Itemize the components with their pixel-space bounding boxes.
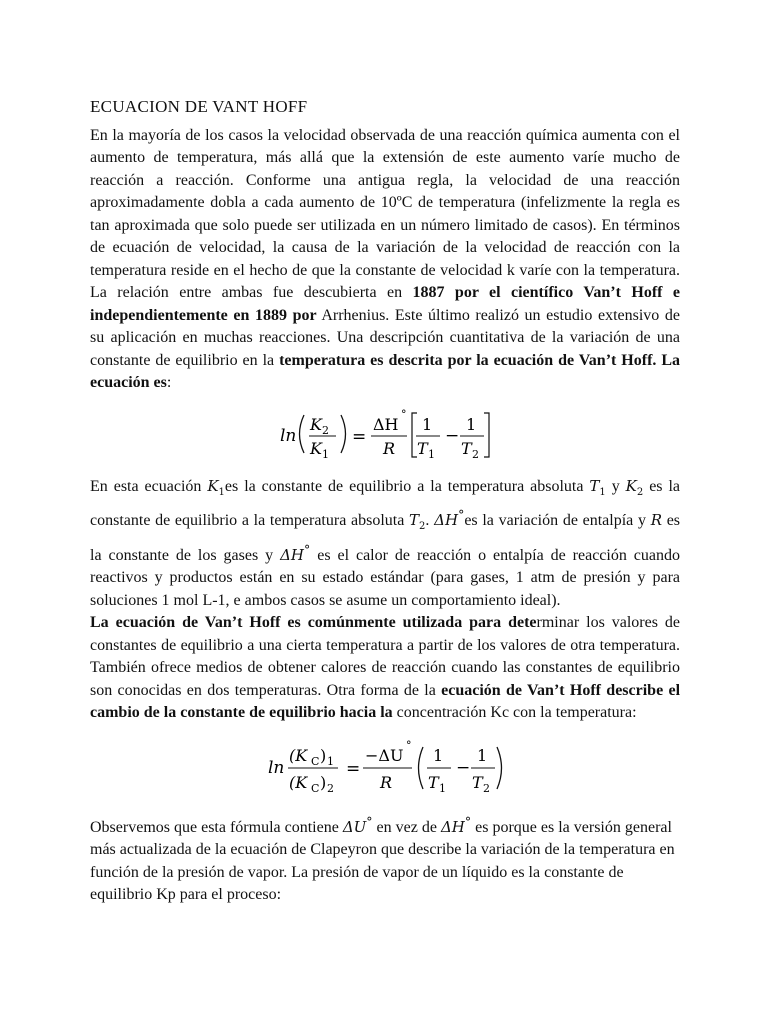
intro-text-d: : bbox=[166, 374, 172, 391]
intro-bold-b: temperatura es descrita por la ecuación de Van’t Hoff. La ecuación es bbox=[90, 351, 681, 391]
clap-du-symbol: ΔU bbox=[342, 817, 367, 836]
paragraph-clapeyron bbox=[90, 811, 680, 907]
eq2-kc-den: (K bbox=[289, 772, 308, 792]
clap-dh-symbol: ΔH bbox=[440, 817, 465, 836]
eq2-paren-right bbox=[497, 747, 502, 789]
clap-text-b: en vez de bbox=[372, 818, 441, 836]
paragraph-intro bbox=[90, 125, 680, 395]
defs-r: R bbox=[650, 511, 662, 529]
defs-dh2-degree: ° bbox=[304, 541, 311, 557]
defs-t1-letter: T bbox=[589, 476, 600, 495]
eq2-paren-left bbox=[419, 747, 424, 789]
defs-t2 bbox=[409, 511, 426, 532]
eq2-kc-num: (K bbox=[289, 745, 308, 765]
kc-equation bbox=[90, 731, 680, 803]
eq1-t1: T bbox=[417, 438, 428, 458]
usage-bold-a: La ecuación de Van’t Hoff es comúnmente utilizada para dete bbox=[90, 614, 537, 631]
clap-text-c: es porque es la versión general más actualizada de la ecuación de Clapeyron que describe la variación de la temperatura en función de la presión de vapor. La presión de vapor de un líquido es la constante de equilibrio Kp para el proceso: bbox=[90, 818, 675, 903]
intro-text-c: Arrhenius. Este último realizó un estudio extensivo de su aplicación en muchas reacciones. Una descripción cuantitativa de la variación de una constante de equilibrio en la bbox=[90, 306, 681, 369]
clap-du-degree: ° bbox=[366, 813, 373, 829]
eq1-one-a: 1 bbox=[422, 414, 433, 434]
defs-text-g: es la constante de los gases y bbox=[90, 512, 681, 564]
eq2-equals: = bbox=[346, 758, 361, 779]
eq1-r: R bbox=[383, 438, 396, 458]
defs-t1 bbox=[589, 476, 606, 498]
kc-equation-svg bbox=[90, 731, 680, 803]
eq1-ln: ln bbox=[280, 425, 297, 446]
eq2-du-degree: ° bbox=[406, 738, 412, 752]
clap-dh-degree: ° bbox=[464, 813, 472, 829]
eq1-t1-sub: 1 bbox=[428, 447, 435, 461]
defs-dh2-symbol: ΔH bbox=[280, 545, 305, 564]
eq2-t2-sub: 2 bbox=[483, 781, 490, 795]
eq1-paren-left bbox=[300, 415, 305, 453]
defs-dh2 bbox=[280, 541, 311, 564]
defs-k2-letter: K bbox=[625, 476, 637, 495]
intro-text-a: En la mayoría de los casos la velocidad observada de una reacción química aumenta con el aumento de temperatura, más allá que la extensión de este aumento varíe mucho de reacción a reacción. Conforme una antigua regla, la velocidad de una reacción aproximadamente dobla a cada aumento de 10ºC de temperatura (infelizmente la regla es tan aproximada que solo puede ser utilizada en un número limitado de casos). En términos de ecuación de velocidad, la causa de la variación de la velocidad de reacción con la temperatura reside en el hecho de que la constante de velocidad k varíe con la temperatura. La relación entre ambas fue descubierta en bbox=[90, 126, 680, 301]
vant-hoff-equation-svg bbox=[90, 401, 680, 467]
eq1-minus: − bbox=[445, 425, 460, 446]
clap-dh bbox=[440, 813, 472, 836]
eq1-t2-sub: 2 bbox=[472, 447, 479, 461]
usage-text-c: concentración Kc con la temperatura: bbox=[392, 704, 637, 721]
eq1-k1-sub: 1 bbox=[322, 447, 329, 461]
intro-bold-a: 1887 por el científico Van’t Hoff e independientemente en 1889 por bbox=[90, 284, 680, 324]
page-title: ECUACION DE VANT HOFF bbox=[90, 97, 308, 116]
eq2-one-a: 1 bbox=[433, 745, 444, 765]
eq2-kc-num-sub: C bbox=[311, 754, 320, 768]
usage-text-a: rminar los valores de constantes de equilibrio a una cierta temperatura a partir de los valores de otra temperatura. También ofrece medios de obtener calores de reacción cuando las constantes de equilibrio son conocidas en dos temperaturas. Otra forma de la bbox=[90, 614, 681, 699]
eq1-k1: K bbox=[310, 438, 322, 458]
defs-text-e: . bbox=[425, 512, 435, 529]
eq2-den-sub: 2 bbox=[327, 781, 334, 795]
eq2-ln: ln bbox=[268, 757, 285, 778]
defs-t2-letter: T bbox=[409, 511, 420, 529]
eq2-kc-num-close: ) bbox=[320, 745, 327, 765]
eq1-k2-sub: 2 bbox=[322, 423, 329, 437]
vant-hoff-equation bbox=[90, 401, 680, 467]
eq2-t1: T bbox=[428, 772, 439, 792]
defs-k2-sub: 2 bbox=[636, 486, 644, 498]
eq2-kc-den-sub: C bbox=[311, 781, 320, 795]
eq1-paren-right bbox=[341, 415, 346, 453]
eq2-one-b: 1 bbox=[477, 745, 488, 765]
eq1-dh-degree: ° bbox=[401, 407, 407, 421]
eq2-t2: T bbox=[472, 772, 483, 792]
defs-text-f: es la variación de entalpía y bbox=[464, 512, 651, 529]
defs-dh-degree: ° bbox=[458, 507, 465, 522]
defs-t1-sub: 1 bbox=[599, 486, 606, 498]
usage-bold-b: ecuación de Van’t Hoff describe el cambio de la constante de equilibrio hacia la bbox=[90, 681, 681, 721]
defs-k2 bbox=[625, 476, 644, 498]
document-page bbox=[90, 96, 680, 907]
defs-dh bbox=[434, 507, 465, 529]
eq1-dh: ΔH bbox=[373, 414, 399, 434]
eq1-one-b: 1 bbox=[466, 414, 477, 434]
eq1-bracket-right bbox=[484, 413, 489, 457]
paragraph-usage bbox=[90, 612, 680, 725]
defs-text-d: es la constante de equilibrio a la temperatura absoluta bbox=[90, 477, 681, 529]
paragraph-definitions bbox=[90, 475, 680, 613]
eq1-equals: = bbox=[352, 426, 367, 447]
eq2-du: −ΔU bbox=[365, 745, 404, 765]
eq2-num-sub: 1 bbox=[327, 754, 334, 768]
defs-k1-sub: 1 bbox=[218, 486, 225, 498]
defs-text-c: y bbox=[605, 477, 626, 495]
defs-t2-sub: 2 bbox=[419, 521, 426, 532]
eq1-t2: T bbox=[461, 438, 472, 458]
defs-k1 bbox=[207, 476, 225, 498]
eq2-t1-sub: 1 bbox=[439, 781, 446, 795]
defs-text-b: es la constante de equilibrio a la temperatura absoluta bbox=[224, 477, 590, 495]
clap-text-a: Observemos que esta fórmula contiene bbox=[90, 818, 343, 836]
defs-text-h: es el calor de reacción o entalpía de reacción cuando reactivos y productos están en su estado estándar (para gases, 1 atm de presión y para soluciones 1 mol L-1, e ambos casos se asume un comportamiento ideal). bbox=[90, 546, 680, 609]
eq2-minus: − bbox=[456, 757, 471, 778]
eq2-kc-den-close: ) bbox=[320, 772, 327, 792]
defs-k1-letter: K bbox=[207, 476, 219, 495]
defs-text-a: En esta ecuación bbox=[90, 477, 208, 495]
eq2-r: R bbox=[380, 772, 393, 792]
eq1-k2: K bbox=[310, 414, 322, 434]
clap-du bbox=[342, 813, 373, 836]
defs-dh-symbol: ΔH bbox=[434, 511, 459, 529]
